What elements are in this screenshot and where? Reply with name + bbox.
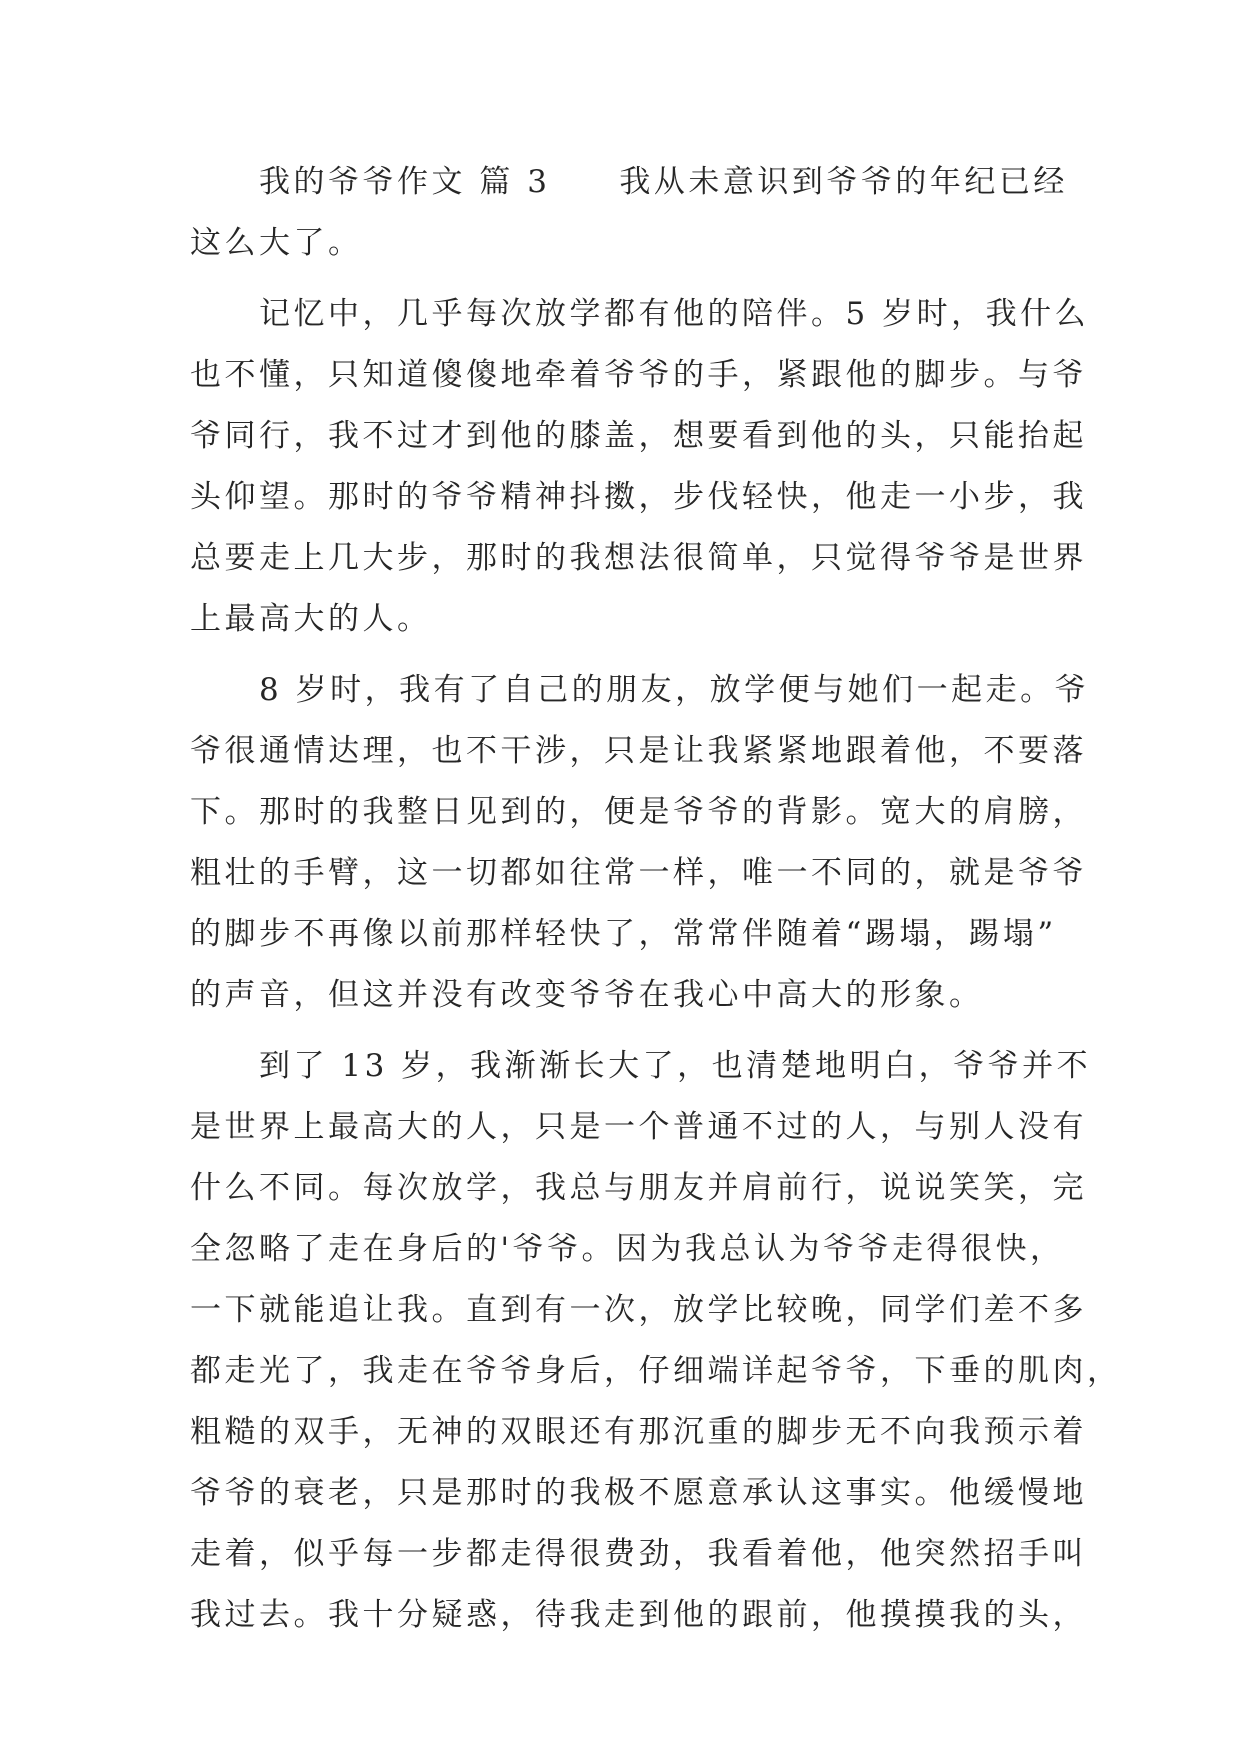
essay-line: 是世界上最高大的人，只是一个普通不过的人，与别人没有 (190, 1109, 1087, 1145)
essay-line: 什么不同。每次放学，我总与朋友并肩前行，说说笑笑，完 (190, 1170, 1087, 1206)
paragraph-start-line: 记忆中，几乎每次放学都有他的陪伴。5 岁时，我什么 (190, 296, 1090, 332)
essay-line: 一下就能追让我。直到有一次，放学比较晚，同学们差不多 (190, 1292, 1087, 1328)
essay-line: 爷爷的衰老，只是那时的我极不愿意承认这事实。他缓慢地 (190, 1475, 1087, 1511)
essay-line: 我过去。我十分疑惑，待我走到他的跟前，他摸摸我的头， (190, 1597, 1087, 1633)
essay-title-line: 我的爷爷作文 篇 3 我从未意识到爷爷的年纪已经 (190, 164, 1068, 200)
essay-line: 上最高大的人。 (190, 601, 432, 637)
essay-line: 下。那时的我整日见到的，便是爷爷的背影。宽大的肩膀， (190, 794, 1087, 830)
essay-line: 头仰望。那时的爷爷精神抖擞，步伐轻快，他走一小步，我 (190, 479, 1087, 515)
essay-line: 总要走上几大步，那时的我想法很简单，只觉得爷爷是世界 (190, 540, 1087, 576)
essay-line: 粗糙的双手，无神的双眼还有那沉重的脚步无不向我预示着 (190, 1414, 1087, 1450)
paragraph-start-line: 8 岁时，我有了自己的朋友，放学便与她们一起走。爷 (190, 672, 1090, 708)
essay-line: 粗壮的手臂，这一切都如往常一样，唯一不同的，就是爷爷 (190, 855, 1087, 891)
essay-line: 全忽略了走在身后的'爷爷。因为我总认为爷爷走得很快， (190, 1231, 1065, 1267)
essay-line: 的声音，但这并没有改变爷爷在我心中高大的形象。 (190, 977, 984, 1013)
essay-line: 走着，似乎每一步都走得很费劲，我看着他，他突然招手叫 (190, 1536, 1087, 1572)
essay-line: 爷同行，我不过才到他的膝盖，想要看到他的头，只能抬起 (190, 418, 1087, 454)
essay-body (190, 152, 1122, 1646)
essay-line: 爷很通情达理，也不干涉，只是让我紧紧地跟着他，不要落 (190, 733, 1087, 769)
essay-line: 也不懂，只知道傻傻地牵着爷爷的手，紧跟他的脚步。与爷 (190, 357, 1087, 393)
essay-line: 的脚步不再像以前那样轻快了，常常伴随着“踢塌，踢塌” (190, 916, 1057, 952)
paragraph-start-line: 到了 13 岁，我渐渐长大了，也清楚地明白，爷爷并不 (190, 1048, 1092, 1084)
essay-line: 这么大了。 (190, 225, 363, 261)
essay-line: 都走光了，我走在爷爷身后，仔细端详起爷爷，下垂的肌肉， (190, 1353, 1122, 1389)
